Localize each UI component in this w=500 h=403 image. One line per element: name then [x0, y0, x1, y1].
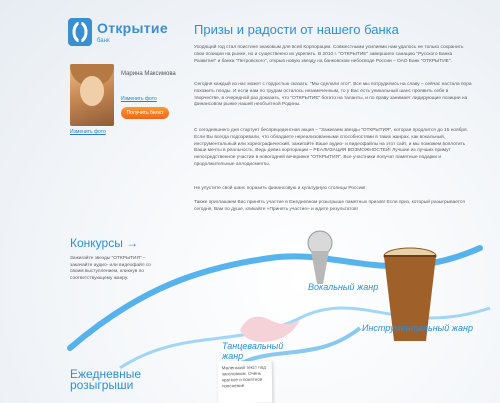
page-title: Призы и радости от нашего банка [194, 22, 399, 37]
profile-photo [70, 64, 114, 126]
contests-title[interactable] [70, 236, 138, 250]
genre-vocal[interactable]: Вокальный жанр [308, 282, 379, 292]
genre-instrumental[interactable]: Инструментальный жанр [362, 323, 473, 333]
user-name: Марина Максимова [121, 71, 176, 77]
paragraph-1: Уходящий год стал поистине знаковым для всей Корпорации. Совместными усилиями нам удалось не только сохранить свои позиции на рынке, но и существенно их укрепить. В 2010 г. "ОТКРЫТИЕ" завершило санацию "Русского Банка Развития" и банка "Петровского", открыв новую звезду на банковском небосводе России – ОАО Банк "ОТКРЫТИЕ". [194, 45, 464, 64]
bank-logo[interactable] [67, 17, 168, 47]
contests-text: Зажигайте звезды "ОТКРЫТИЯ" – закачайте аудио- или видеофайл со своим выступлением, кликнув по соответствующему жанру. [70, 256, 151, 281]
logo-name: Открытие [97, 20, 168, 36]
contests-title-text: Конкурсы [70, 236, 123, 250]
note-card [218, 361, 273, 403]
note-text: Маленький текст под заголовком. Очень краткое и понятное пояснение [221, 364, 266, 389]
daily-draws-title[interactable]: Ежедневные розыгрыши [70, 367, 142, 392]
arrow-right-icon: → [126, 236, 139, 250]
paragraph-4: Не упустите свой шанс поразить финансовую и культурную столицы России! [194, 186, 366, 191]
genre-dance[interactable]: Танцевальный жанр [222, 341, 284, 361]
get-ticket-button[interactable]: Получить билет [121, 107, 169, 119]
change-link[interactable]: Изменить фото [121, 96, 157, 102]
paragraph-5: Также приглашаем Вас принять участие в Ежедневном розыгрыше памятных призов! Если приз, который разыгрывается сегодня, Вам по душе, кликайте «Принять участие» и ждите результатов! [194, 200, 465, 212]
logo-sub: банк [97, 38, 110, 44]
change-photo-link[interactable]: Изменить фото [70, 129, 106, 135]
logo-icon [67, 17, 93, 47]
paragraph-2: Сегодня каждый из нас может с гордостью сказать: "Мы сделали это!". Все мы потрудились на славу – сейчас настала пора похожить плоды. И если нам по трудам осталось незамеченным, то у Вас есть уникальный шанс проявить себя в творчестве, в очередной раз доказать, что "ОТКРЫТИЕ" богато на таланты, и по праву занимает лидирующие позиции на финансовом рынке нашей необъятной Родины. [194, 82, 472, 108]
paragraph-3: С сегодняшнего дня стартует беспрецедентная акция – "Зажигаем звезды "ОТКРЫТИЯ", которая продлится до 15 ноября. Если Вы всегда подозревали, что обладаете нереализованными способностями в таких жанрах, как вокальный, инструментальный или хореографический, зажигайте Ваше аудио- и видеофайлы на этот сайт, и мы поможем воплотить Ваши мечты в реальность. Ведь девиз корпорации – РЕАЛИЗАЦИЯ ВОЗМОЖНОСТЕЙ! Лучшие из лучших примут непосредственное участие в новогодней вечеринке "ОТКРЫТИЯ". Все участники получат памятные подарки и продолжительные аплодисменты. [194, 128, 468, 167]
microphone-icon[interactable] [295, 229, 345, 289]
